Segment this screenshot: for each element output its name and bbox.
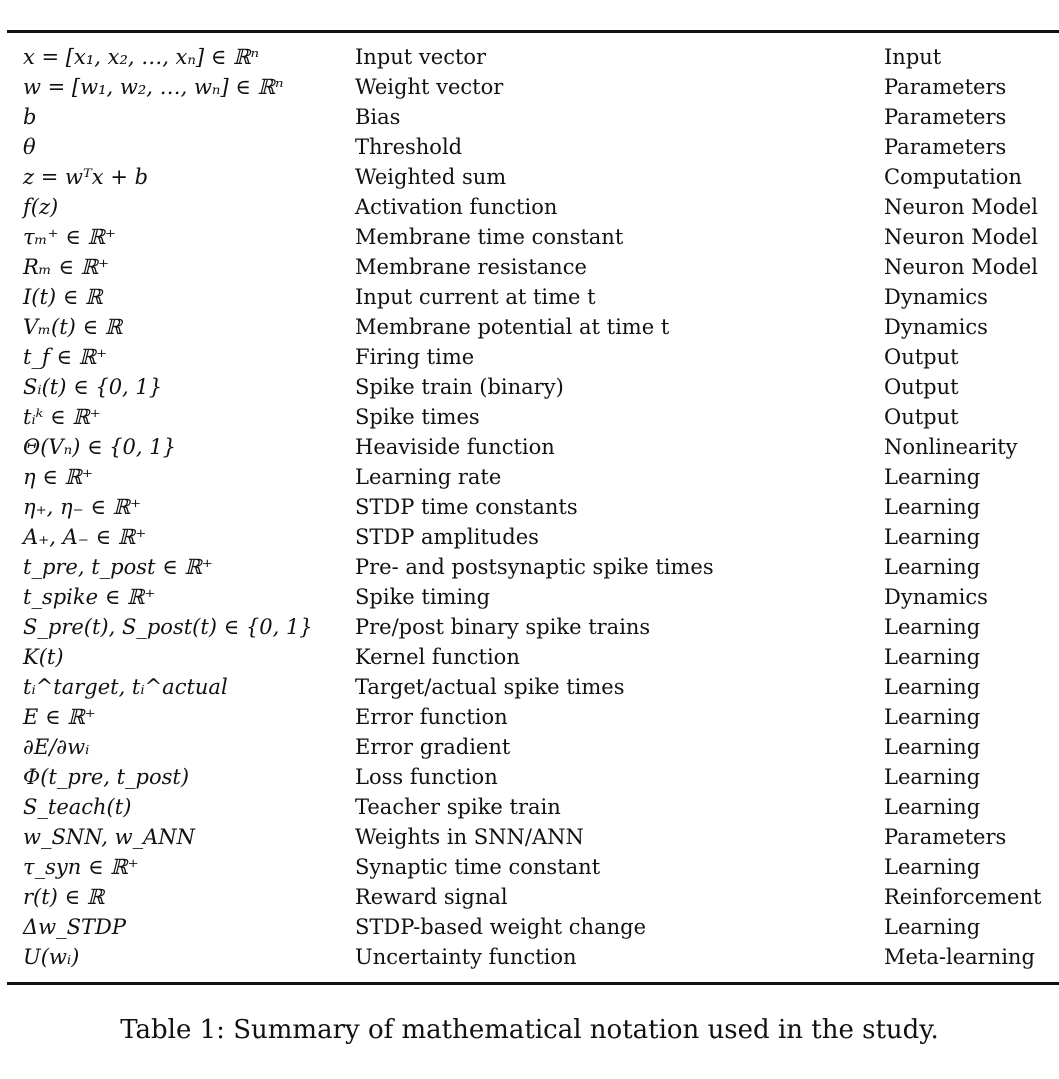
notation-category: Learning	[884, 915, 981, 939]
notation-description: Spike times	[355, 405, 480, 429]
table-row	[0, 822, 1059, 852]
notation-category: Learning	[884, 705, 981, 729]
table-row	[0, 702, 1059, 732]
notation-symbol: τₘ⁺ ∈ ℝ⁺	[23, 225, 117, 249]
notation-category: Meta-learning	[884, 945, 1035, 969]
notation-category: Neuron Model	[884, 255, 1038, 279]
table-row	[0, 102, 1059, 132]
notation-category: Learning	[884, 615, 981, 639]
notation-symbol: tᵢᵏ ∈ ℝ⁺	[23, 405, 101, 429]
notation-description: Input current at time t	[355, 285, 596, 309]
table-row	[0, 312, 1059, 342]
table-row	[0, 912, 1059, 942]
notation-category: Parameters	[884, 105, 1007, 129]
caption-label: Table 1:	[120, 1015, 225, 1045]
table-row	[0, 492, 1059, 522]
notation-description: Membrane time constant	[355, 225, 624, 249]
notation-category: Learning	[884, 525, 981, 549]
notation-description: Target/actual spike times	[355, 675, 625, 699]
notation-description: Pre- and postsynaptic spike times	[355, 555, 714, 579]
table-row	[0, 882, 1059, 912]
notation-category: Dynamics	[884, 315, 988, 339]
table-row	[0, 372, 1059, 402]
notation-description: Threshold	[355, 135, 463, 159]
notation-symbol: η ∈ ℝ⁺	[23, 465, 94, 489]
notation-description: Weight vector	[355, 75, 504, 99]
notation-description: STDP-based weight change	[355, 915, 646, 939]
notation-category: Learning	[884, 645, 981, 669]
table-row	[0, 792, 1059, 822]
notation-symbol: Φ(t_pre, t_post)	[23, 765, 190, 789]
notation-category: Learning	[884, 465, 981, 489]
notation-description: Membrane potential at time t	[355, 315, 670, 339]
notation-category: Dynamics	[884, 585, 988, 609]
notation-symbol: θ	[23, 135, 36, 159]
notation-table	[0, 42, 1059, 972]
notation-description: Membrane resistance	[355, 255, 587, 279]
notation-symbol: Θ(Vₙ) ∈ {0, 1}	[23, 435, 176, 459]
notation-description: Error function	[355, 705, 508, 729]
table-top-rule	[7, 30, 1059, 33]
notation-symbol: r(t) ∈ ℝ	[23, 885, 105, 909]
notation-category: Learning	[884, 735, 981, 759]
table-row	[0, 522, 1059, 552]
notation-symbol: Rₘ ∈ ℝ⁺	[23, 255, 110, 279]
notation-description: Loss function	[355, 765, 498, 789]
notation-symbol: ∂E/∂wᵢ	[23, 735, 90, 759]
notation-symbol: S_teach(t)	[23, 795, 132, 819]
table-row	[0, 222, 1059, 252]
table-row	[0, 612, 1059, 642]
notation-description: Learning rate	[355, 465, 502, 489]
notation-description: Error gradient	[355, 735, 511, 759]
notation-description: Input vector	[355, 45, 487, 69]
table-row	[0, 642, 1059, 672]
notation-description: Synaptic time constant	[355, 855, 601, 879]
notation-category: Learning	[884, 495, 981, 519]
notation-description: Heaviside function	[355, 435, 555, 459]
notation-description: Bias	[355, 105, 401, 129]
table-row	[0, 852, 1059, 882]
notation-symbol: I(t) ∈ ℝ	[23, 285, 103, 309]
notation-description: Uncertainty function	[355, 945, 577, 969]
notation-symbol: U(wᵢ)	[23, 945, 80, 969]
notation-category: Neuron Model	[884, 225, 1038, 249]
table-row	[0, 282, 1059, 312]
notation-symbol: Vₘ(t) ∈ ℝ	[23, 315, 123, 339]
notation-symbol: f(z)	[23, 195, 59, 219]
notation-symbol: t_f ∈ ℝ⁺	[23, 345, 108, 369]
notation-category: Nonlinearity	[884, 435, 1018, 459]
notation-symbol: t_spike ∈ ℝ⁺	[23, 585, 156, 609]
caption-text: Summary of mathematical notation used in the study.	[233, 1015, 939, 1045]
table-row	[0, 162, 1059, 192]
table-row	[0, 672, 1059, 702]
notation-description: Teacher spike train	[355, 795, 561, 819]
table-row	[0, 732, 1059, 762]
notation-symbol: tᵢ^target, tᵢ^actual	[23, 675, 228, 699]
table-row	[0, 252, 1059, 282]
notation-symbol: w_SNN, w_ANN	[23, 825, 196, 849]
notation-category: Output	[884, 345, 959, 369]
notation-table-body	[0, 42, 1059, 972]
table-row	[0, 192, 1059, 222]
table-bottom-rule	[7, 982, 1059, 985]
notation-description: STDP time constants	[355, 495, 578, 519]
notation-description: Reward signal	[355, 885, 508, 909]
notation-symbol: z = wᵀx + b	[23, 165, 149, 189]
notation-symbol: Δw_STDP	[23, 915, 127, 939]
notation-category: Neuron Model	[884, 195, 1038, 219]
notation-category: Output	[884, 375, 959, 399]
table-row	[0, 132, 1059, 162]
notation-category: Output	[884, 405, 959, 429]
notation-description: Pre/post binary spike trains	[355, 615, 651, 639]
table-row	[0, 42, 1059, 72]
table-caption	[0, 1010, 1059, 1050]
notation-symbol: w = [w₁, w₂, …, wₙ] ∈ ℝⁿ	[23, 75, 284, 99]
notation-category: Parameters	[884, 825, 1007, 849]
notation-description: Activation function	[355, 195, 558, 219]
notation-description: Weights in SNN/ANN	[355, 825, 584, 849]
notation-category: Parameters	[884, 75, 1007, 99]
notation-symbol: τ_syn ∈ ℝ⁺	[23, 855, 139, 879]
notation-category: Learning	[884, 555, 981, 579]
notation-description: STDP amplitudes	[355, 525, 539, 549]
table-row	[0, 342, 1059, 372]
table-row	[0, 552, 1059, 582]
table-row	[0, 432, 1059, 462]
notation-category: Reinforcement	[884, 885, 1042, 909]
notation-description: Firing time	[355, 345, 475, 369]
notation-symbol: t_pre, t_post ∈ ℝ⁺	[23, 555, 213, 579]
table-row	[0, 462, 1059, 492]
notation-category: Learning	[884, 765, 981, 789]
notation-symbol: A₊, A₋ ∈ ℝ⁺	[23, 525, 147, 549]
notation-symbol: K(t)	[23, 645, 64, 669]
table-row	[0, 72, 1059, 102]
notation-category: Input	[884, 45, 942, 69]
table-row	[0, 942, 1059, 972]
notation-description: Kernel function	[355, 645, 520, 669]
notation-category: Dynamics	[884, 285, 988, 309]
table-row	[0, 402, 1059, 432]
notation-category: Parameters	[884, 135, 1007, 159]
notation-symbol: b	[23, 105, 37, 129]
table-row	[0, 762, 1059, 792]
notation-symbol: E ∈ ℝ⁺	[23, 705, 96, 729]
table-row	[0, 582, 1059, 612]
notation-symbol: x = [x₁, x₂, …, xₙ] ∈ ℝⁿ	[23, 45, 259, 69]
notation-category: Computation	[884, 165, 1022, 189]
notation-description: Spike train (binary)	[355, 375, 564, 399]
notation-symbol: Sᵢ(t) ∈ {0, 1}	[23, 375, 163, 399]
notation-symbol: S_pre(t), S_post(t) ∈ {0, 1}	[23, 615, 313, 639]
notation-symbol: η₊, η₋ ∈ ℝ⁺	[23, 495, 142, 519]
notation-category: Learning	[884, 795, 981, 819]
notation-category: Learning	[884, 855, 981, 879]
notation-description: Spike timing	[355, 585, 491, 609]
notation-description: Weighted sum	[355, 165, 507, 189]
notation-category: Learning	[884, 675, 981, 699]
